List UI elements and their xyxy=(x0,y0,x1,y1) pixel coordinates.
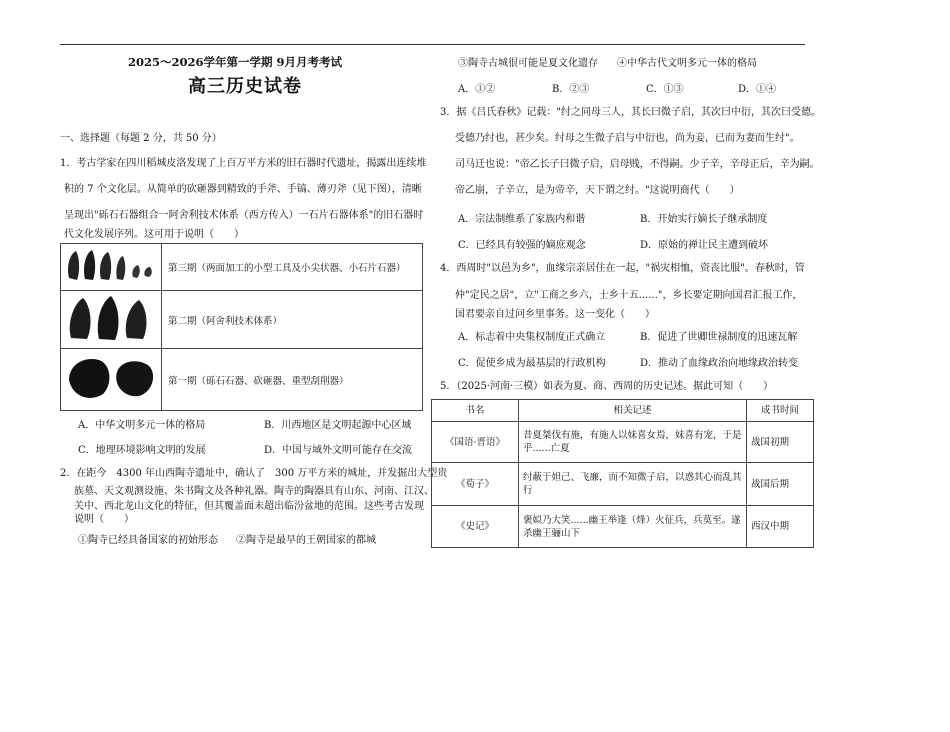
q3-option-c[interactable]: C．已经具有较强的嫡庶观念 xyxy=(458,240,586,251)
row-3-book: 《史记》 xyxy=(432,506,519,548)
figure-row-phase-1 xyxy=(61,349,423,411)
q4-option-d[interactable]: D．推动了血缘政治向地缘政治转变 xyxy=(640,358,799,369)
row-3-record-line-2: 杀幽王骊山下 xyxy=(523,527,581,539)
phase-2-tools-image xyxy=(61,291,162,349)
figure-label-phase-3: 第三期（两面加工的小型工具及小尖状器、小石片石器） xyxy=(162,244,423,291)
q3-option-d[interactable]: D．原始的禅让民主遭到破坏 xyxy=(640,240,769,251)
q1-option-d[interactable]: D．中国与域外文明可能存在交流 xyxy=(264,445,413,456)
q2-option-c[interactable]: C．①③ xyxy=(646,84,684,95)
q1-option-b[interactable]: B．川西地区是文明起源中心区域 xyxy=(264,420,412,431)
q2-line-1: 2．在距今 4300 年山西陶寺遗址中，确认了 300 万平方米的城址，并发掘出大型贵 xyxy=(60,468,448,479)
q2-line-4: 说明（ ） xyxy=(74,514,134,525)
q3-option-b[interactable]: B．开始实行嫡长子继承制度 xyxy=(640,214,768,225)
row-2-time: 战国后期 xyxy=(747,463,814,506)
row-2-record-line-2: 行 xyxy=(523,485,533,496)
phase-1-tools-image xyxy=(61,349,162,411)
exam-title: 2025～2026学年第一学期 9月月考考试 xyxy=(128,55,343,69)
q4-option-c[interactable]: C．促使乡成为最基层的行政机构 xyxy=(458,358,606,369)
q4-option-a[interactable]: A．标志着中央集权制度正式确立 xyxy=(458,332,606,343)
q3-line-4: 帝乙崩，子辛立，是为帝辛，天下谓之纣。"这说明商代（ ） xyxy=(455,185,740,196)
figure-row-phase-2 xyxy=(61,291,423,349)
q1-option-a[interactable]: A．中华文明多元一体的格局 xyxy=(78,420,206,431)
q2-line-2: 族墓、天文观测设施、朱书陶文及各种礼器。陶寺的陶器具有山东、河南、江汉、 xyxy=(74,486,434,497)
q3-line-1: 3．据《吕氏春秋》记载："纣之同母三人，其长曰微子启，其次曰中衍，其次曰受德。 xyxy=(440,107,821,118)
stone-tool-figure xyxy=(60,243,423,411)
q3-line-2: 受德乃纣也，甚少矣。纣母之生微子启与中衍也，尚为妾，已而为妻而生纣"。 xyxy=(455,133,800,144)
figure-label-phase-1: 第一期（砾石石器、砍砸器、重型刮削器） xyxy=(162,349,423,411)
row-2-record-line-1: 纣蔽于妲己、飞廉，而不知微子启，以惑其心而乱其 xyxy=(523,472,742,483)
section-title: 一、选择题（每题 2 分，共 50 分） xyxy=(60,133,222,144)
row-3-record-line-1: 褒姒乃大笑......幽王举逢（烽）火征兵，兵莫至。遂 xyxy=(523,514,741,526)
row-1-record xyxy=(519,422,747,463)
paper-title: 高三历史试卷 xyxy=(188,76,302,97)
q2-option-a[interactable]: A．①② xyxy=(458,84,496,95)
q1-line-2: 积的 7 个文化层。从简单的砍砸器到精致的手斧、手镐、薄刃斧（见下图），清晰 xyxy=(64,184,422,195)
phase-3-tools-image xyxy=(61,244,162,291)
row-1-time: 战国初期 xyxy=(747,422,814,463)
row-3-time: 西汉中期 xyxy=(747,506,814,548)
top-rule xyxy=(60,44,805,45)
q2-statement-3: ③陶寺古城很可能是夏文化遗存 xyxy=(458,58,598,69)
q2-statement-1: ①陶寺已经具备国家的初始形态 xyxy=(78,535,218,546)
row-2-record xyxy=(519,463,747,506)
q4-option-b[interactable]: B．促进了世卿世禄制度的迅速瓦解 xyxy=(640,332,798,343)
q1-line-1: 1．考古学家在四川稻城皮洛发现了上百万平方米的旧石器时代遗址，揭露出连续堆 xyxy=(60,158,427,169)
row-1-record-line-1: 昔夏桀伐有施，有施人以妹喜女焉，妹喜有宠，于是 xyxy=(523,430,742,441)
q2-line-3: 关中、西北龙山文化的特征，但其覆盖面未超出临汾盆地的范围。这些考古发现 xyxy=(74,501,424,512)
row-1-record-line-2: 乎......亡夏 xyxy=(523,443,570,454)
q4-line-2: 仲"定民之居"，立"工商之乡六，士乡十五......"，乡长要定期向国君汇报工作， xyxy=(455,290,803,301)
q2-option-b[interactable]: B．②③ xyxy=(552,84,590,95)
q2-option-d[interactable]: D．①④ xyxy=(738,84,777,95)
q3-line-3: 司马迁也说："帝乙长子曰微子启，启母贱，不得嗣。少子辛，辛母正后，辛为嗣。 xyxy=(455,159,820,170)
q4-line-1: 4．西周时"以邑为乡"，血缘宗亲居住在一起，"祸灾相恤，资丧比服"。春秋时，管 xyxy=(440,263,805,274)
header-book: 书名 xyxy=(432,400,519,422)
table-row xyxy=(432,506,814,548)
table-row xyxy=(432,422,814,463)
table-header-row xyxy=(432,400,814,422)
q1-line-4: 代文化发展序列。这可用于说明（ ） xyxy=(64,229,244,240)
q3-option-a[interactable]: A．宗法制维系了家族内和谐 xyxy=(458,214,586,225)
header-time: 成书时间 xyxy=(747,400,814,422)
q2-statement-4: ④中华古代文明多元一体的格局 xyxy=(617,58,757,69)
header-record: 相关记述 xyxy=(519,400,747,422)
history-records-table xyxy=(431,399,814,548)
figure-label-phase-2: 第二期（阿舍利技术体系） xyxy=(162,291,423,349)
q5-stem: 5．（2025·河南·三模）如表为夏、商、西周的历史记述。据此可知（ ） xyxy=(440,381,774,392)
q2-statement-2: ②陶寺是最早的王朝国家的都城 xyxy=(236,535,376,546)
row-1-book: 《国语·晋语》 xyxy=(432,422,519,463)
row-2-book: 《荀子》 xyxy=(432,463,519,506)
q1-option-c[interactable]: C．地理环境影响文明的发展 xyxy=(78,445,206,456)
row-3-record xyxy=(519,506,747,548)
table-row xyxy=(432,463,814,506)
figure-row-phase-3 xyxy=(61,244,423,291)
q4-line-3: 国君要亲自过问乡里事务。这一变化（ ） xyxy=(455,309,655,320)
q1-line-3: 呈现出"砾石石器组合一阿舍利技术体系（西方传入）一石片石器体系"的旧石器时 xyxy=(64,210,424,221)
